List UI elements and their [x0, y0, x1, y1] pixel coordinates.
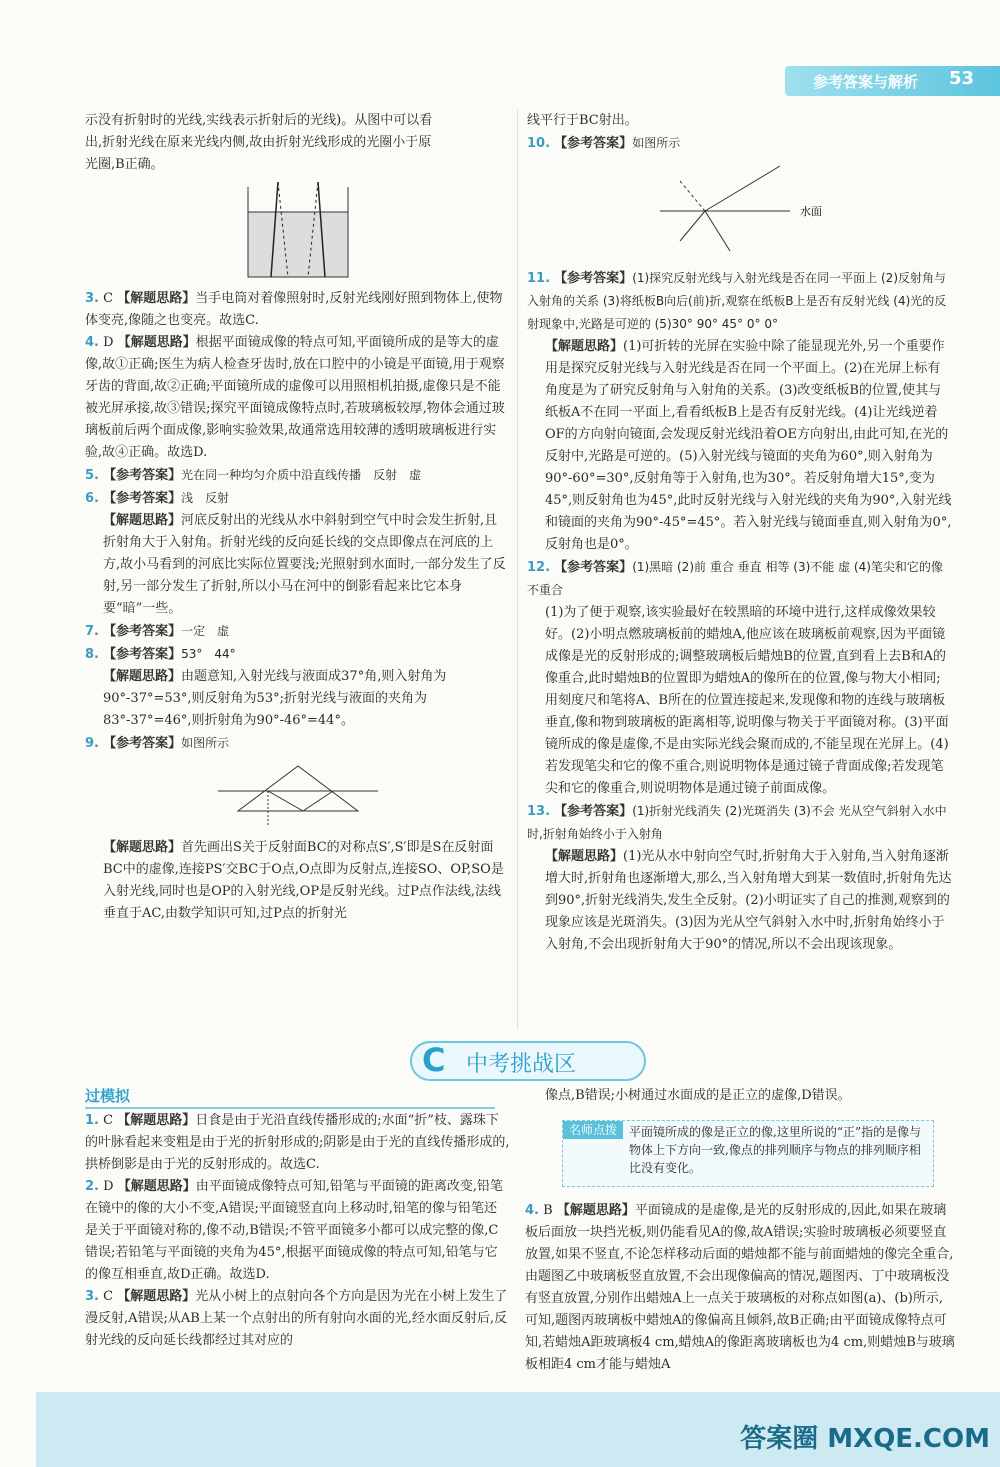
- question-13-reasoning: 【解题思路】(1)光从水中射向空气时,折射角大于入射角,当入射角逐渐增大时,折射角也逐渐增大,那么,当入射角增大到某一数值时,折射角先达到90°,折射光线消失,发生全反射。(2)小明证实了自己的推测,观察到的现象应该是光斑消失。(3)因为光从空气斜射入水中时,折射角始终小于入射角,不会出现折射角大于90°的情况,所以不会出现该现象。: [545, 849, 952, 952]
- refraction-beaker-figure: [243, 182, 353, 282]
- mingshi-text: 平面镜所成的像是正立的像,这里所说的“正”指的是像与物体上下方向一致,像点的排列顺序与物点的排列顺序相比没有变化。: [629, 1125, 922, 1175]
- question-4: 4. D 【解题思路】根据平面镜成像的特点可知,平面镜所成的是等大的虚像,故①正确;医生为病人检查牙齿时,放在口腔中的小镜是平面镜,用于观察牙齿的背面,故②正确;平面镜所成的虚像可以用照相机拍摄,虚像只是不能被光屏承接,故③错误;探究平面镜成像特点时,若玻璃板较厚,物体会通过玻璃板前后两个面成像,影响实验效果,故通常选用较薄的透明玻璃板进行实验,故④正确。故选D.: [85, 335, 505, 460]
- zone-banner: [0, 1035, 1000, 1085]
- mingshi-label: 名师点拨: [563, 1121, 623, 1139]
- section-guomoni: 过模拟: [85, 1085, 495, 1109]
- mingshi-box: [562, 1120, 934, 1187]
- question-6: 6. 【参考答案】浅 反射: [85, 491, 230, 506]
- question-12: 12. 【参考答案】(1)黑暗 (2)前 重合 垂直 相等 (3)不能 虚 (4)笔尖和它的像不重合: [527, 560, 943, 597]
- text-line: 线平行于BC射出。: [527, 113, 638, 128]
- header-title: 参考答案与解析: [813, 73, 919, 91]
- text-line: 光圈,B正确。: [85, 157, 164, 172]
- question-5: 5. 【参考答案】光在同一种均匀介质中沿直线传播 反射 虚: [85, 468, 422, 483]
- question-11-reasoning: 【解题思路】(1)可折转的光屏在实验中除了能显现光外,另一个重要作用是探究反射光线与入射光线是否在同一个平面上。(2)在光屏上标有角度是为了研究反射角与入射角的关系。(3)改变纸板B的位置,使其与纸板A不在同一平面上,看看纸板B上是否有反射光线。(4)让光线逆着OF的方向射向镜面,会发现反射光线沿着OE方向射出,由此可知,在光的反射中,光路是可逆的。(5)入射光线与镜面的夹角为60°,则入射角为90°-60°=30°,反射角等于入射角,也为30°。若反射角增大15°,变为45°,则反射角也为45°,此时反射光线与入射光线的夹角为90°,入射光线和镜面的夹角为90°-45°=45°。若入射光线与镜面垂直,则入射角为0°,反射角也是0°。: [545, 339, 952, 552]
- bottom-right-column: [545, 1085, 955, 1107]
- bquestion-1: 1. C 【解题思路】日食是由于光沿直线传播形成的;水面“折”枝、露珠下的叶脉看起来变粗是由于光的折射形成的;阴影是由于光的直线传播形成的,拱桥倒影是由于光的反射形成的。故选C.: [85, 1113, 510, 1172]
- zone-title: 中考挑战区: [466, 1052, 577, 1077]
- question-10: 10. 【参考答案】如图所示: [527, 136, 681, 151]
- bottom-band: [36, 1392, 1000, 1467]
- text-line: 像点,B错误;小树通过水面成的是正立的虚像,D错误。: [545, 1088, 851, 1103]
- watermark: 答案圈 MXQE.COM: [740, 1424, 990, 1454]
- zone-pill: [410, 1041, 646, 1081]
- question-11: 11. 【参考答案】(1)探究反射光线与入射光线是否在同一平面上 (2)反射角与入射角的关系 (3)将纸板B向后(前)折,观察在纸板B上是否有反射光线 (4)光的反射现象中,光路是可逆的 (5)30° 90° 45° 0° 0°: [527, 271, 947, 331]
- page-number: 53: [948, 68, 974, 89]
- question-7: 7. 【参考答案】一定 虚: [85, 624, 230, 639]
- question-6-reasoning: 【解题思路】河底反射出的光线从水中斜射到空气中时会发生折射,且折射角大于入射角。折射光线的反向延长线的交点即像点在河底的上方,故小马看到的河底比实际位置要浅;光照射到水面时,一部分发生了反射,另一部分发生了折射,所以小马在河中的倒影看起来比它本身要“暗”一些。: [103, 513, 506, 616]
- text-line: 示没有折射时的光线,实线表示折射后的光线)。从图中可以看: [85, 113, 433, 128]
- question-13: 13. 【参考答案】(1)折射光线消失 (2)光斑消失 (3)不会 光从空气斜射入水中时,折射角始终小于入射角: [527, 804, 947, 841]
- question-3: 3. C 【解题思路】当手电筒对着像照射时,反射光线刚好照到物体上,使物体变亮,像随之也变亮。故选C.: [85, 291, 503, 328]
- column-divider: [517, 110, 518, 1030]
- zone-letter: C: [422, 1041, 446, 1079]
- question-8: 8. 【参考答案】53° 44°: [85, 647, 236, 662]
- bottom-left-column: [85, 1110, 510, 1352]
- bquestion-3: 3. C 【解题思路】光从小树上的点射向各个方向是因为光在小树上发生了漫反射,A错误;从AB上某一个点射出的所有射向水面的光,经水面反射后,反射光线的反向延长线都经过其对应的: [85, 1289, 508, 1348]
- question-12-reasoning: (1)为了便于观察,该实验最好在较黑暗的环境中进行,这样成像效果较好。(2)小明点燃玻璃板前的蜡烛A,他应该在玻璃板前观察,因为平面镜成像是光的反射形成的;调整玻璃板后蜡烛B的位置,直到看上去B和A的像重合,此时蜡烛B的位置即为蜡烛A的像所在的位置,像与物大小相同;用刻度尺和笔将A、B所在的位置连接起来,发现像和物的连线与玻璃板垂直,像和物到玻璃板的距离相等,说明像与物关于平面镜对称。(3)平面镜所成的像是虚像,不是由实际光线会聚而成的,不能呈现在光屏上。(4)若发现笔尖和它的像不重合,则说明物体是通过镜子背面成像;若发现笔尖和它的像重合,则说明物体是通过镜子前面成像。: [545, 605, 949, 796]
- bquestion-2: 2. D 【解题思路】由平面镜成像特点可知,铅笔与平面镜的距离改变,铅笔在镜中的像的大小不变,A错误;平面镜竖直向上移动时,铅笔的像与铅笔还是关于平面镜对称的,像不动,B错误;不管平面镜多小都可以成完整的像,C错误;若铅笔与平面镜的夹角为45°,根据平面镜成像的特点可知,铅笔与它的像互相垂直,故D正确。故选D.: [85, 1179, 503, 1282]
- water-surface-figure: [640, 161, 840, 261]
- question-9: 9. 【参考答案】如图所示: [85, 736, 230, 751]
- text-line: 出,折射光线在原来光线内侧,故由折射光线形成的光圈小于原: [85, 135, 432, 150]
- right-column: [527, 110, 952, 956]
- question-8-reasoning: 【解题思路】由题意知,入射光线与液面成37°角,则入射角为90°-37°=53°,则反射角为53°;折射光线与液面的夹角为83°-37°=46°,则折射角为90°-46°=44°。: [103, 669, 447, 728]
- bquestion-4: 4. B 【解题思路】平面镜成的是虚像,是光的反射形成的,因此,如果在玻璃板后面放一块挡光板,则仍能看见A的像,故A错误;实验时玻璃板必须要竖直放置,如果不竖直,不论怎样移动后面的蜡烛都不能与前面蜡烛的像完全重合,由题图乙中玻璃板竖直放置,不会出现像偏高的情况,题图丙、丁中玻璃板没有竖直放置,分别作出蜡烛A上一点关于玻璃板的对称点如图(a)、(b)所示,可知,题图丙玻璃板中蜡烛A的像偏高且倾斜,故B正确;由平面镜成像特点可知,若蜡烛A距玻璃板4 cm,蜡烛A的像距离玻璃板也为4 cm,则蜡烛B与玻璃板相距4 cm才能与蜡烛A: [525, 1203, 955, 1372]
- left-column: [85, 110, 510, 925]
- question-9-reasoning: 【解题思路】首先画出S关于反射面BC的对称点S′,S′即是S在反射面BC中的虚像,连接PS′交BC于O点,O点即为反射点,连接SO、OP,SO是入射光线,同时也是OP的入射光线,OP是反射光线。过P点作法线,法线垂直于AC,由数学知识可知,过P点的折射光: [103, 840, 504, 921]
- bquestion-4-block: [525, 1200, 955, 1376]
- water-label: 水面: [799, 205, 822, 218]
- triangle-reflection-figure: [218, 761, 378, 831]
